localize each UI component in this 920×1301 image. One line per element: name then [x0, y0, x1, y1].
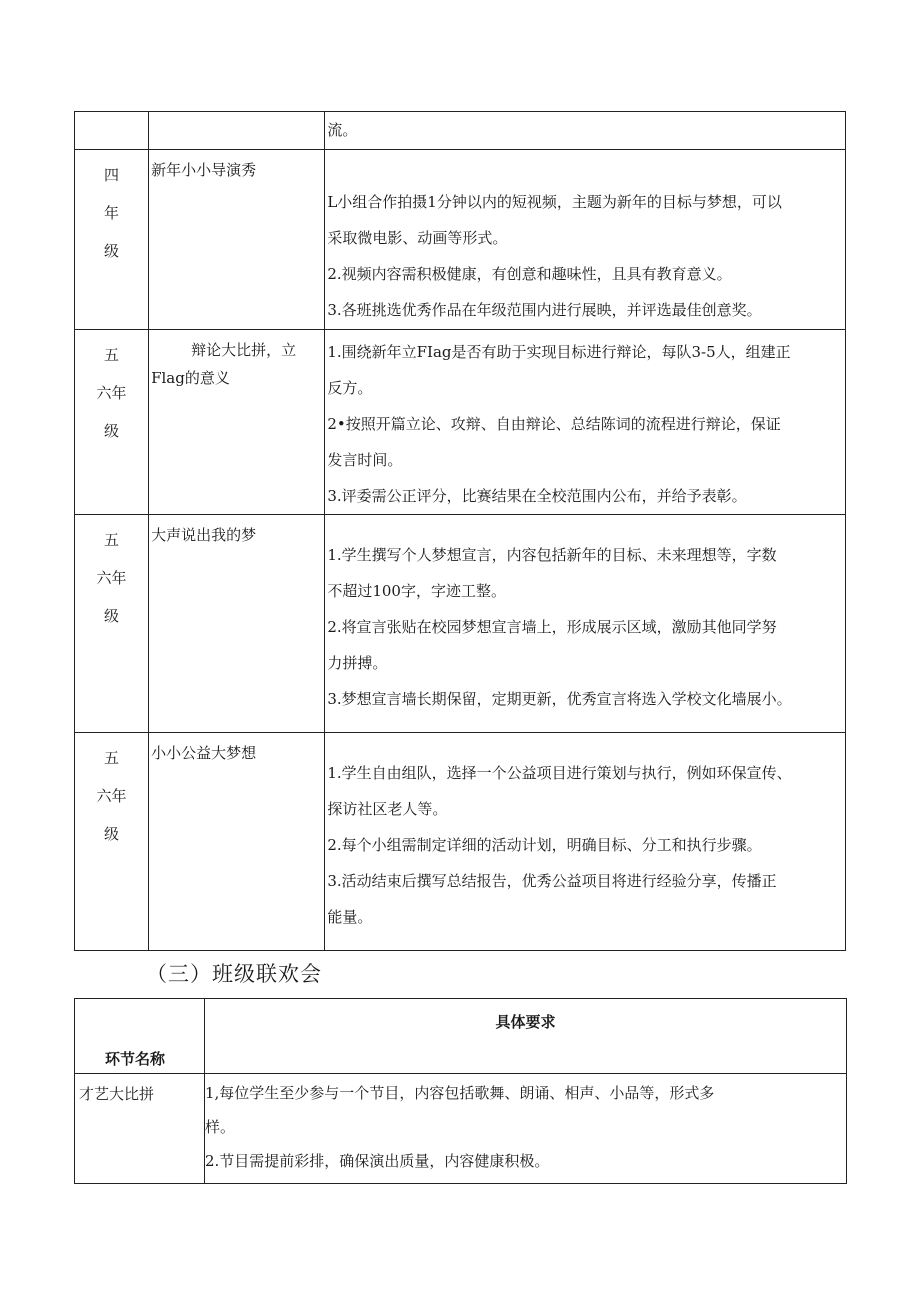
requirement-line: 1.学生自由组队，选择一个公益项目进行策划与执行，例如环保宣传、 — [327, 764, 792, 782]
grade-cell — [75, 330, 149, 515]
grade-cell — [75, 733, 149, 951]
activity-name: 辩论大比拼，立 — [191, 341, 297, 359]
table-row — [75, 1074, 847, 1184]
requirement-line: 不超过100字，字迹工整。 — [327, 582, 506, 600]
activity-cell — [149, 515, 325, 733]
requirement-line: 3.评委需公正评分，比赛结果在全校范围内公布，并给予表彰。 — [327, 487, 747, 505]
requirement-line: 反方。 — [327, 379, 373, 397]
table-header-row — [75, 999, 847, 1074]
requirement-line: 3.活动结束后撰写总结报告，优秀公益项目将进行经验分享，传播正 — [327, 872, 777, 890]
header-name: 环节名称 — [105, 1050, 166, 1068]
header-req-cell — [205, 999, 847, 1074]
activity-cell — [149, 112, 325, 150]
grade-line: 年 — [104, 204, 120, 222]
grade-cell — [75, 515, 149, 733]
requirement-line: 1.围绕新年立FIag是否有助于实现目标进行辩论，每队3-5人，组建正 — [327, 343, 791, 361]
grade-line: 五 — [104, 749, 120, 767]
requirement-line: 采取微电影、动画等形式。 — [327, 229, 508, 247]
grade-cell — [75, 112, 149, 150]
requirement-line: 3.各班挑选优秀作品在年级范围内进行展映，并评选最佳创意奖。 — [327, 301, 762, 319]
grade-line: 六年 — [96, 384, 127, 402]
requirement-line: 1.学生撰写个人梦想宣言，内容包括新年的目标、未来理想等，字数 — [327, 546, 777, 564]
activity-name: 新年小小导演秀 — [151, 161, 257, 179]
party-table — [74, 998, 847, 1184]
header-name-cell — [75, 999, 205, 1074]
requirements-cell — [325, 515, 846, 733]
grade-line: 五 — [104, 531, 120, 549]
requirement-line: 流。 — [327, 121, 358, 139]
activity-table — [74, 111, 846, 951]
table-row — [75, 112, 846, 150]
activity-name: 小小公益大梦想 — [151, 744, 257, 762]
requirements-cell — [325, 733, 846, 951]
table-row — [75, 733, 846, 951]
grade-line: 级 — [104, 242, 120, 260]
requirements-cell — [325, 112, 846, 150]
activity-name-cont: Flag的意义 — [151, 369, 230, 387]
requirement-line: 2.将宣言张贴在校园梦想宣言墙上，形成展示区域，激励其他同学努 — [327, 618, 777, 636]
requirements-cell — [325, 330, 846, 515]
grade-line: 级 — [104, 825, 120, 843]
requirements-cell — [325, 150, 846, 330]
requirement-line: 3.梦想宣言墙长期保留，定期更新，优秀宣言将选入学校文化墙展小。 — [327, 690, 792, 708]
activity-cell — [149, 150, 325, 330]
table-row — [75, 515, 846, 733]
table-row — [75, 150, 846, 330]
requirement-line: L小组合作拍摄1分钟以内的短视频，主题为新年的目标与梦想，可以 — [327, 193, 782, 211]
activity-cell — [149, 330, 325, 515]
requirement-line: 探访社区老人等。 — [327, 800, 448, 818]
activity-name: 大声说出我的梦 — [151, 526, 257, 544]
requirement-line: 发言时间。 — [327, 451, 403, 469]
header-req: 具体要求 — [495, 1013, 556, 1031]
activity-cell — [149, 733, 325, 951]
grade-line: 六年 — [96, 569, 127, 587]
requirement-line: 能量。 — [327, 908, 373, 926]
requirement-line: 2.每个小组需制定详细的活动计划，明确目标、分工和执行步骤。 — [327, 836, 762, 854]
requirement-line: 力拼搏。 — [327, 654, 388, 672]
requirement-line: 2•按照开篇立论、攻辩、自由辩论、总结陈词的流程进行辩论，保证 — [327, 415, 781, 433]
requirement-line: 2.节目需提前彩排，确保演出质量，内容健康积极。 — [205, 1152, 550, 1170]
grade-cell — [75, 150, 149, 330]
grade-line: 五 — [104, 346, 120, 364]
segment-name-cell — [75, 1074, 205, 1184]
grade-line: 级 — [104, 422, 120, 440]
requirements-cell — [205, 1074, 847, 1184]
requirement-line: 1,每位学生至少参与一个节目，内容包括歌舞、朗诵、相声、小品等，形式多 — [205, 1084, 715, 1102]
requirement-line: 2.视频内容需积极健康，有创意和趣味性，且具有教育意义。 — [327, 265, 732, 283]
section-title: （三）班级联欢会 — [146, 962, 322, 986]
requirement-line: 样。 — [205, 1118, 236, 1136]
grade-line: 级 — [104, 607, 120, 625]
grade-line: 四 — [104, 166, 120, 184]
grade-line: 六年 — [96, 787, 127, 805]
table-row — [75, 330, 846, 515]
segment-name: 才艺大比拼 — [79, 1085, 155, 1103]
